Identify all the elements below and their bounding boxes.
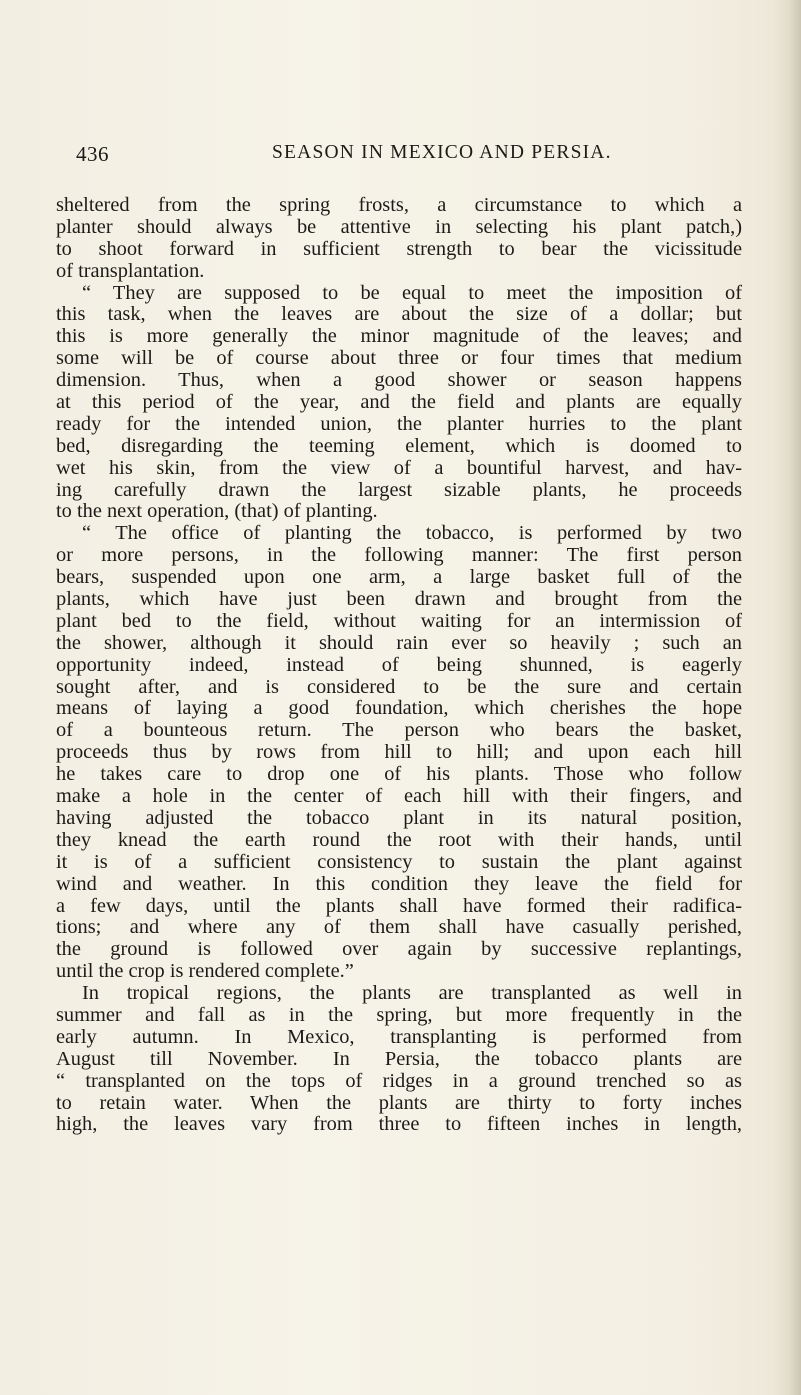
text-line: to retain water. When the plants are thirty to forty inches — [56, 1091, 742, 1114]
text-line: bears, suspended upon one arm, a large basket full of the — [56, 566, 742, 589]
text-line: they knead the earth round the root with their hands, until — [56, 828, 742, 851]
text-line: he takes care to drop one of his plants. Those who follow — [56, 763, 742, 786]
text-line: the ground is followed over again by successive replantings, — [56, 938, 742, 961]
text-line: bed, disregarding the teeming element, which is doomed to — [56, 434, 742, 457]
running-title: SEASON IN MEXICO AND PERSIA. — [272, 142, 612, 163]
page-number: 436 — [76, 142, 109, 166]
text-line: In tropical regions, the plants are transplanted as well in — [82, 982, 742, 1005]
text-line: tions; and where any of them shall have casually perished, — [56, 916, 742, 939]
text-line: sought after, and is considered to be the sure and certain — [56, 675, 742, 698]
text-line: of a bounteous return. The person who bears the basket, — [56, 719, 742, 742]
text-line: planter should always be attentive in selecting his plant patch,) — [56, 215, 742, 238]
text-line: “ transplanted on the tops of ridges in a ground trenched so as — [56, 1069, 742, 1092]
text-line: opportunity indeed, instead of being shunned, is eagerly — [56, 653, 742, 676]
text-line: this is more generally the minor magnitude of the leaves; and — [56, 325, 742, 348]
text-line: to shoot forward in sufficient strength to bear the vicissitude — [56, 237, 742, 260]
text-line: “ They are supposed to be equal to meet the imposition of — [82, 281, 742, 304]
text-line: wet his skin, from the view of a bountiful harvest, and hav- — [56, 456, 742, 479]
text-line: until the crop is rendered complete.” — [56, 960, 354, 983]
text-line: “ The office of planting the tobacco, is performed by two — [82, 522, 742, 545]
text-line: plant bed to the field, without waiting for an intermission of — [56, 609, 742, 632]
text-line: summer and fall as in the spring, but more frequently in the — [56, 1003, 742, 1026]
running-head — [76, 142, 726, 170]
text-line: wind and weather. In this condition they leave the field for — [56, 872, 742, 895]
text-line: ing carefully drawn the largest sizable plants, he proceeds — [56, 478, 742, 501]
text-line: dimension. Thus, when a good shower or season happens — [56, 369, 742, 392]
text-line: it is of a sufficient consistency to sustain the plant against — [56, 850, 742, 873]
text-line: means of laying a good foundation, which cherishes the hope — [56, 697, 742, 720]
text-line: this task, when the leaves are about the size of a dollar; but — [56, 303, 742, 326]
text-line: the shower, although it should rain ever so heavily ; such an — [56, 631, 742, 654]
text-line: of transplantation. — [56, 259, 205, 282]
text-line: make a hole in the center of each hill with their fingers, and — [56, 785, 742, 808]
text-line: plants, which have just been drawn and brought from the — [56, 588, 742, 611]
body-text — [56, 195, 742, 1136]
page-edge-shadow — [773, 0, 801, 1395]
text-line: high, the leaves vary from three to fifteen inches in length, — [56, 1113, 742, 1136]
text-line: some will be of course about three or four times that medium — [56, 347, 742, 370]
text-line: to the next operation, (that) of planting. — [56, 500, 378, 523]
text-line: proceeds thus by rows from hill to hill; and upon each hill — [56, 741, 742, 764]
text-line: or more persons, in the following manner: The first person — [56, 544, 742, 567]
text-line: ready for the intended union, the planter hurries to the plant — [56, 412, 742, 435]
text-line: having adjusted the tobacco plant in its natural position, — [56, 806, 742, 829]
text-line: August till November. In Persia, the tobacco plants are — [56, 1047, 742, 1070]
text-line: sheltered from the spring frosts, a circumstance to which a — [56, 194, 742, 216]
text-line: early autumn. In Mexico, transplanting is performed from — [56, 1025, 742, 1048]
text-line: a few days, until the plants shall have formed their radifica- — [56, 894, 742, 917]
text-line: at this period of the year, and the field and plants are equally — [56, 391, 742, 414]
